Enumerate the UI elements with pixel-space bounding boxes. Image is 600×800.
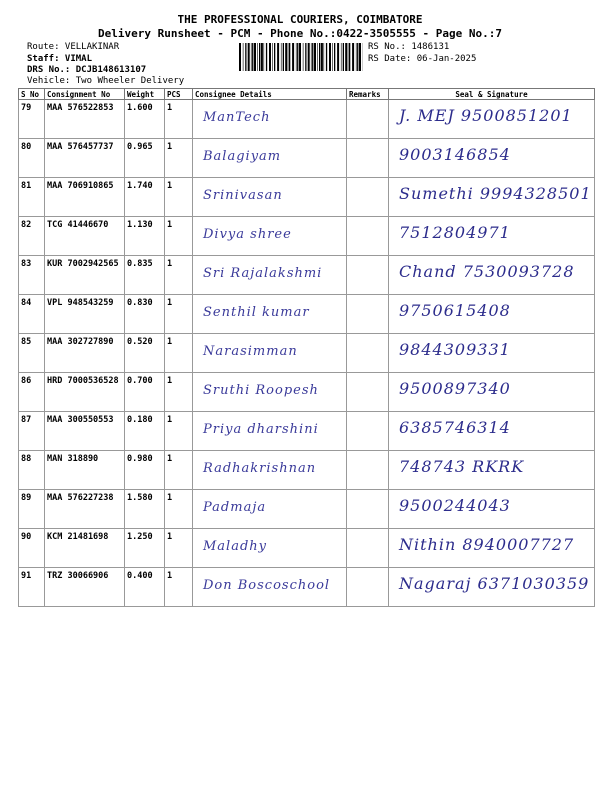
barcode-bar [252,43,253,71]
handwritten-name: Narasimman [203,344,298,359]
col-signature: Seal & Signature [389,89,595,100]
signature-cell [389,451,595,490]
barcode-bar [245,43,246,71]
pcs-cell: 1 [165,451,193,490]
barcode-bar [281,43,282,71]
signature-cell [389,334,595,373]
sno-cell: 89 [19,490,45,529]
consignee-cell [193,217,347,256]
sno-cell: 91 [19,568,45,607]
handwritten-name: Maladhy [203,539,268,554]
col-pcs: PCS [165,89,193,100]
barcode-bar [248,43,250,71]
remarks-cell [347,529,389,568]
remarks-cell [347,256,389,295]
handwritten-signature: 7512804971 [399,223,511,242]
table-row [19,139,595,178]
pcs-cell: 1 [165,256,193,295]
barcode-bar [332,43,333,71]
signature-cell [389,490,595,529]
weight-cell: 1.250 [125,529,165,568]
drs-text: DRS No.: DCJB148613107 [27,65,147,75]
pcs-cell: 1 [165,490,193,529]
handwritten-name: Priya dharshini [203,422,319,437]
weight-cell: 1.130 [125,217,165,256]
weight-cell: 0.830 [125,295,165,334]
barcode-bar [274,43,275,71]
consignment-cell: MAA 576522853 [45,100,125,139]
consignment-cell: MAA 302727890 [45,334,125,373]
barcode-bar [277,43,279,71]
consignment-cell: KUR 7002942565 [45,256,125,295]
sno-cell: 83 [19,256,45,295]
barcode-bar [329,43,331,71]
table-row [19,373,595,412]
table-row [19,451,595,490]
remarks-cell [347,568,389,607]
remarks-cell [347,178,389,217]
table-row [19,295,595,334]
consignment-cell: MAA 706910865 [45,178,125,217]
barcode-bar [243,43,244,71]
pcs-cell: 1 [165,178,193,217]
handwritten-signature: 9844309331 [399,340,511,359]
handwritten-signature: Chand 7530093728 [399,262,575,281]
barcode-image [239,43,363,71]
signature-cell [389,256,595,295]
pcs-cell: 1 [165,373,193,412]
barcode-bar [324,43,325,71]
consignee-cell [193,529,347,568]
rs-number: RS No.: 1486131 [368,42,450,52]
sno-cell: 86 [19,373,45,412]
consignment-cell: MAA 576457737 [45,139,125,178]
barcode-bar [289,43,290,71]
consignment-cell: VPL 948543259 [45,295,125,334]
barcode-bar [257,43,258,71]
company-title: THE PROFESSIONAL COURIERS, COIMBATORE [177,13,423,26]
sno-cell: 87 [19,412,45,451]
weight-cell: 0.520 [125,334,165,373]
barcode-bar [319,43,320,71]
barcode-bar [251,43,252,71]
vehicle-text: Vehicle: Two Wheeler Delivery [27,76,185,86]
signature-cell [389,217,595,256]
weight-cell: 1.600 [125,100,165,139]
signature-cell [389,529,595,568]
handwritten-name: Radhakrishnan [203,461,317,476]
remarks-cell [347,490,389,529]
sno-cell: 81 [19,178,45,217]
barcode-bar [334,43,335,71]
barcode-bar [292,43,294,71]
signature-cell [389,412,595,451]
consignment-cell: MAA 576227238 [45,490,125,529]
sno-cell: 82 [19,217,45,256]
remarks-cell [347,373,389,412]
barcode-bar [359,43,361,71]
handwritten-name: Divya shree [203,227,292,242]
handwritten-name: Don Boscoschool [203,578,331,593]
barcode-bar [266,43,267,71]
pcs-cell: 1 [165,100,193,139]
barcode-bar [254,43,256,71]
sno-cell: 80 [19,139,45,178]
pcs-cell: 1 [165,568,193,607]
remarks-cell [347,295,389,334]
runsheet-meta [27,42,146,77]
table-row [19,568,595,607]
barcode-bar [337,43,339,71]
col-remarks: Remarks [347,89,389,100]
signature-cell [389,139,595,178]
staff-text: Staff: VIMAL [27,53,93,64]
consignee-cell [193,100,347,139]
handwritten-name: Padmaja [203,500,267,515]
handwritten-name: ManTech [203,110,271,125]
barcode-bar [349,43,350,71]
signature-cell [389,100,595,139]
table-row [19,334,595,373]
barcode-bar [297,43,298,71]
consignee-cell [193,451,347,490]
table-row [19,529,595,568]
barcode-bar [321,43,323,71]
consignment-cell: TCG 41446670 [45,217,125,256]
pcs-cell: 1 [165,529,193,568]
col-consignment: Consignment No [45,89,125,100]
sno-cell: 88 [19,451,45,490]
barcode-bar [345,43,347,71]
handwritten-signature: 9750615408 [399,301,511,320]
table-row [19,217,595,256]
barcode-bar [239,43,241,71]
consignment-cell: HRD 7000536528 [45,373,125,412]
consignee-cell [193,373,347,412]
consignment-cell: TRZ 30066906 [45,568,125,607]
barcode-bar [311,43,312,71]
barcode-bar [305,43,306,71]
signature-cell [389,373,595,412]
barcode-bar [264,43,265,71]
table-row [19,412,595,451]
handwritten-signature: Nithin 8940007727 [399,535,575,554]
consignee-cell [193,256,347,295]
signature-cell [389,178,595,217]
barcode-bar [308,43,310,71]
consignee-cell [193,295,347,334]
remarks-cell [347,217,389,256]
barcode-bar [348,43,349,71]
consignee-cell [193,139,347,178]
handwritten-signature: 9003146854 [399,145,511,164]
pcs-cell: 1 [165,295,193,334]
barcode-bar [288,43,289,71]
document-header [0,13,600,41]
handwritten-signature: 748743 RKRK [399,457,525,476]
handwritten-name: Balagiyam [203,149,282,164]
runsheet-subtitle: Delivery Runsheet - PCM - Phone No.:0422-3505555 - Page No.:7 [98,27,502,40]
weight-cell: 1.580 [125,490,165,529]
consignee-cell [193,568,347,607]
pcs-cell: 1 [165,334,193,373]
weight-cell: 0.180 [125,412,165,451]
barcode-bar [296,43,297,71]
barcode-bar [352,43,354,71]
route-text: Route: VELLAKINAR [27,42,120,52]
signature-cell [389,295,595,334]
barcode-bar [283,43,284,71]
barcode-bar [357,43,358,71]
col-weight: Weight [125,89,165,100]
table-row [19,256,595,295]
weight-cell: 0.400 [125,568,165,607]
table-row [19,490,595,529]
barcode-bar [341,43,342,71]
barcode-bar [259,43,260,71]
handwritten-signature: Nagaraj 6371030359 [399,574,590,593]
table-row [19,100,595,139]
pcs-cell: 1 [165,412,193,451]
barcode-bar [312,43,313,71]
handwritten-signature: 6385746314 [399,418,511,437]
handwritten-name: Senthil kumar [203,305,310,320]
barcode-bar [303,43,304,71]
handwritten-name: Srinivasan [203,188,283,203]
consignment-cell: MAN 318890 [45,451,125,490]
weight-cell: 1.740 [125,178,165,217]
sno-cell: 85 [19,334,45,373]
col-consignee: Consignee Details [193,89,347,100]
remarks-cell [347,334,389,373]
weight-cell: 0.980 [125,451,165,490]
barcode-bar [314,43,316,71]
table-header-row [19,89,595,100]
remarks-cell [347,412,389,451]
consignee-cell [193,490,347,529]
handwritten-signature: Sumethi 9994328501 [399,184,592,203]
weight-cell: 0.965 [125,139,165,178]
consignment-cell: MAA 300550553 [45,412,125,451]
rs-meta [368,42,476,65]
barcode-bar [356,43,357,71]
signature-cell [389,568,595,607]
remarks-cell [347,139,389,178]
pcs-cell: 1 [165,217,193,256]
col-sno: S No [19,89,45,100]
consignee-cell [193,412,347,451]
barcode-bar [317,43,318,71]
handwritten-signature: 9500897340 [399,379,511,398]
barcode-bar [269,43,271,71]
barcode-bar [272,43,273,71]
barcode-bar [326,43,327,71]
remarks-cell [347,451,389,490]
weight-cell: 0.835 [125,256,165,295]
handwritten-name: Sri Rajalakshmi [203,266,323,281]
weight-cell: 0.700 [125,373,165,412]
handwritten-signature: J. MEJ 9500851201 [399,106,573,125]
consignment-cell: KCM 21481698 [45,529,125,568]
runsheet-table [18,88,595,607]
consignee-cell [193,334,347,373]
handwritten-signature: 9500244043 [399,496,511,515]
sno-cell: 84 [19,295,45,334]
sno-cell: 79 [19,100,45,139]
consignee-cell [193,178,347,217]
remarks-cell [347,100,389,139]
handwritten-name: Sruthi Roopesh [203,383,319,398]
pcs-cell: 1 [165,139,193,178]
barcode-bar [285,43,287,71]
barcode-bar [261,43,263,71]
barcode-bar [299,43,301,71]
rs-date: RS Date: 06-Jan-2025 [368,53,477,64]
table-row [19,178,595,217]
barcode-bar [343,43,344,71]
sno-cell: 90 [19,529,45,568]
